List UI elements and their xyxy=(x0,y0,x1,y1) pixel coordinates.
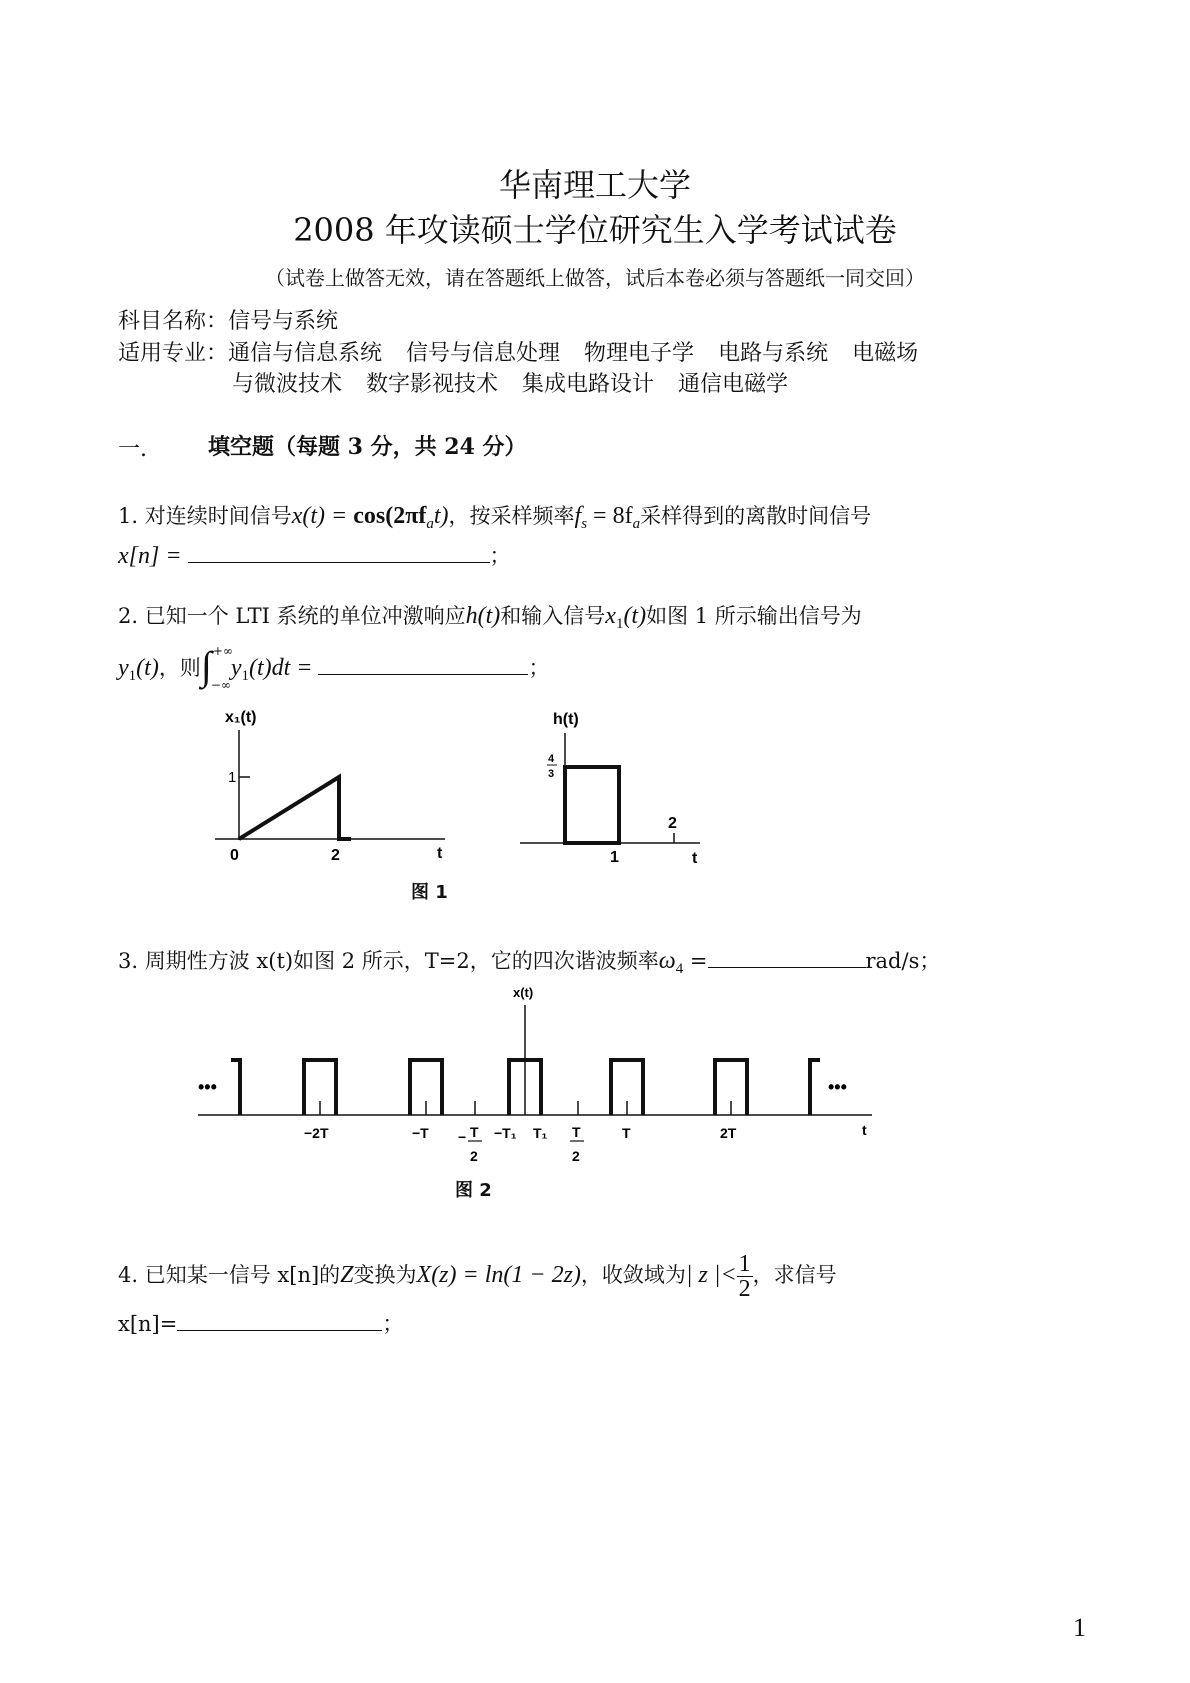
h-ylabel: h(t) xyxy=(553,711,579,728)
h-ytick-den: 3 xyxy=(548,768,555,780)
h-pulse xyxy=(565,767,619,843)
fig2-tick-label: −T xyxy=(412,1125,429,1141)
formula: ω xyxy=(658,948,676,974)
figure-2 xyxy=(190,975,890,1175)
major-item: 物理电子学 xyxy=(584,341,695,366)
x1-ytick-label: 1 xyxy=(228,769,237,786)
question-text: 如图 1 所示输出信号为 xyxy=(646,604,862,628)
question-1-answer xyxy=(118,540,511,570)
question-number: 2. xyxy=(118,604,139,628)
punctuation: ； xyxy=(382,1312,404,1336)
formula: = 8f xyxy=(587,503,633,529)
major-item: 通信与信息系统 xyxy=(228,341,383,366)
formula: t) xyxy=(433,503,449,529)
h-ytick-num: 4 xyxy=(548,753,555,765)
formula: x xyxy=(605,603,616,629)
formula: (t) xyxy=(136,655,159,681)
fig2-tick-label-den: 2 xyxy=(572,1148,580,1164)
question-text: ，收敛域为 xyxy=(580,1263,686,1287)
question-2 xyxy=(118,600,862,633)
subscript: 1 xyxy=(128,668,137,685)
subscript: 1 xyxy=(241,668,249,685)
x1-ylabel: x₁(t) xyxy=(225,709,257,726)
major-item: 集成电路设计 xyxy=(522,372,655,397)
x1-xtick-label: 2 xyxy=(331,847,340,864)
formula: h(t) xyxy=(465,603,501,629)
fig2-tick-label-num: T xyxy=(470,1124,479,1140)
formula: f xyxy=(574,503,582,529)
subscript: s xyxy=(581,516,588,533)
university-title: 华南理工大学 xyxy=(498,166,691,204)
h-xlabel: t xyxy=(692,850,698,867)
formula: | z |< xyxy=(685,1262,737,1288)
formula: (t) xyxy=(623,603,647,629)
fig2-ylabel: x(t) xyxy=(513,985,534,1000)
x1-xlabel: t xyxy=(437,845,443,862)
fig2-pulse-partial-right xyxy=(810,1060,820,1115)
major-item: 数字影视技术 xyxy=(366,372,499,397)
subscript: 4 xyxy=(675,961,684,978)
question-text: 和输入信号 xyxy=(500,604,606,628)
fig2-tick-label: −T₁ xyxy=(494,1125,517,1141)
question-text: 已知一个 LTI 系统的单位冲激响应 xyxy=(144,604,466,628)
equals-sign: = xyxy=(683,949,708,973)
exam-notice: （试卷上做答无效，请在答题纸上做答，试后本卷必须与答题纸一同交回） xyxy=(265,266,925,290)
fraction-denominator: 2 xyxy=(738,1276,751,1302)
answer-prefix: x[n]= xyxy=(118,1312,178,1336)
major-item: 与微波技术 xyxy=(232,372,343,397)
fraction-numerator: 1 xyxy=(738,1251,751,1277)
h-xtick-label: 2 xyxy=(668,815,677,832)
fig2-tick-label: −2T xyxy=(304,1125,329,1141)
question-text: 采样得到的离散时间信号 xyxy=(640,504,872,528)
exam-title: 2008 年攻读硕士学位研究生入学考试试卷 xyxy=(293,211,897,249)
subscript: 1 xyxy=(615,616,624,633)
question-4-answer xyxy=(118,1308,403,1338)
majors-line-2 xyxy=(232,367,788,398)
answer-blank[interactable] xyxy=(318,652,528,675)
figure-1 xyxy=(200,700,800,900)
x1-xtick-label: 0 xyxy=(230,847,239,864)
majors-label: 适用专业： xyxy=(118,341,229,366)
plot-h xyxy=(520,711,700,867)
subject-label: 科目名称： xyxy=(118,309,229,334)
integral-upper-limit: +∞ xyxy=(212,643,233,658)
answer-blank[interactable] xyxy=(708,945,866,968)
question-text: 周期性方波 x(t)如图 2 所示，T=2，它的四次谐波频率 xyxy=(144,949,659,973)
question-3 xyxy=(118,945,940,978)
fig2-tick-label: T xyxy=(622,1125,631,1141)
formula: y xyxy=(118,655,129,681)
question-text: 变换为 xyxy=(353,1263,417,1287)
major-item: 信号与信息处理 xyxy=(406,341,561,366)
question-number: 1. xyxy=(118,504,139,528)
subject-value: 信号与系统 xyxy=(228,309,339,334)
subscript: a xyxy=(632,516,641,533)
question-number: 4. xyxy=(118,1263,139,1287)
answer-prefix: x[n] = xyxy=(118,543,188,569)
fig2-tick-label-num: T xyxy=(572,1124,581,1140)
question-text: ，按采样频率 xyxy=(448,504,575,528)
fig2-ellipsis-left: ••• xyxy=(198,1077,217,1097)
fig2-tick-label-minus: − xyxy=(458,1129,467,1145)
section-number: 一. xyxy=(118,437,147,462)
fig2-tick-label-den: 2 xyxy=(470,1148,478,1164)
unit: rad/s； xyxy=(865,949,941,973)
subject-line xyxy=(118,304,338,335)
major-item: 电路与系统 xyxy=(718,341,829,366)
figure-1-caption: 图 1 xyxy=(411,882,448,903)
formula: x(t) = xyxy=(291,503,354,529)
punctuation: ； xyxy=(528,656,550,680)
question-text: ，则 xyxy=(158,656,201,680)
major-item: 通信电磁学 xyxy=(678,372,789,397)
question-number: 3. xyxy=(118,949,139,973)
question-4 xyxy=(118,1252,837,1301)
integral-sign: ∫ +∞ −∞ xyxy=(200,642,233,692)
question-text: 已知某一信号 x[n]的 xyxy=(144,1263,341,1287)
formula: (t)dt = xyxy=(248,655,319,681)
question-text: 对连续时间信号 xyxy=(144,504,292,528)
major-item: 电磁场 xyxy=(852,341,919,366)
plot-x1 xyxy=(215,709,445,864)
fig2-tick-label: 2T xyxy=(720,1125,737,1141)
answer-blank[interactable] xyxy=(177,1308,382,1331)
formula: Z xyxy=(340,1262,354,1288)
fig2-xlabel: t xyxy=(862,1122,867,1138)
punctuation: ； xyxy=(489,544,511,568)
question-2-answer xyxy=(118,642,550,692)
fig2-pulse-partial-left xyxy=(231,1060,240,1115)
formula: X(z) = ln(1 − 2z) xyxy=(416,1262,581,1288)
answer-blank[interactable] xyxy=(188,540,490,563)
h-xtick-label: 1 xyxy=(610,849,619,866)
fraction xyxy=(737,1252,753,1301)
figure-2-caption: 图 2 xyxy=(455,1180,492,1201)
x1-signal-curve xyxy=(239,777,351,839)
formula: y xyxy=(230,655,242,681)
formula: cos(2πf xyxy=(353,503,427,529)
fig2-ellipsis-right: ••• xyxy=(828,1077,847,1097)
section-title: 填空题（每题 3 分，共 24 分） xyxy=(208,434,527,460)
integral-lower-limit: −∞ xyxy=(210,677,231,692)
fig2-tick-label: T₁ xyxy=(533,1125,548,1141)
majors-line-1 xyxy=(118,336,918,367)
page-number: 1 xyxy=(1073,1613,1086,1642)
question-1 xyxy=(118,500,871,533)
question-text: ，求信号 xyxy=(752,1263,837,1287)
subscript: a xyxy=(426,516,434,533)
